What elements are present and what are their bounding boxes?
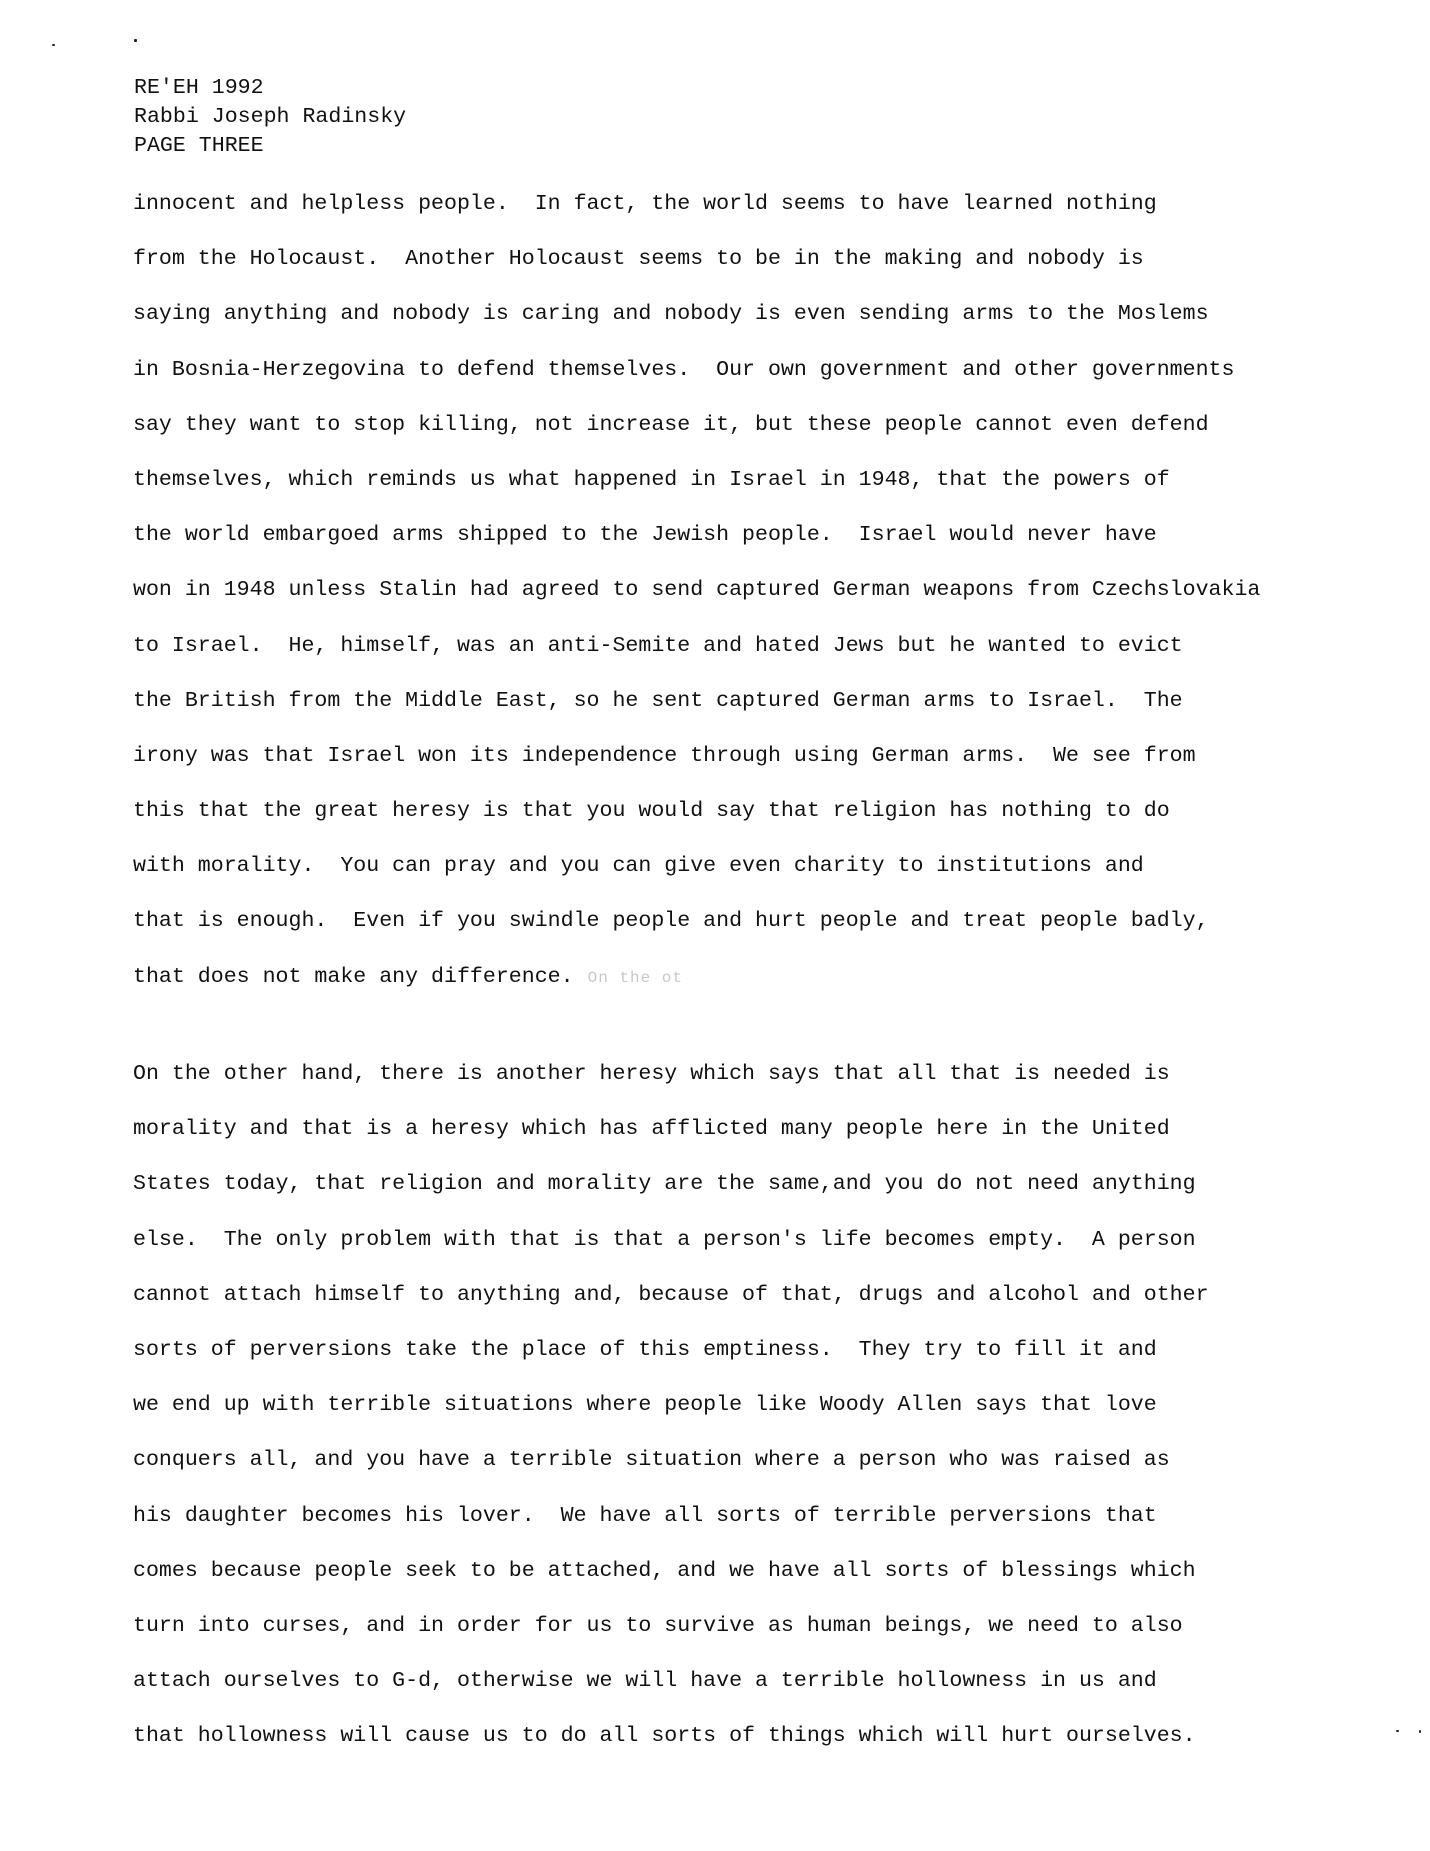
text-line: themselves, which reminds us what happened in Israel in 1948, that the powers of bbox=[133, 467, 1170, 492]
text-line: saying anything and nobody is caring and nobody is even sending arms to the Moslems bbox=[133, 302, 1209, 327]
text-line: his daughter becomes his lover. We have all sorts of terrible perversions that bbox=[133, 1503, 1157, 1528]
text-line: that is enough. Even if you swindle people and hurt people and treat people badly, bbox=[133, 909, 1209, 934]
text-line: States today, that religion and morality are the same,and you do not need anything bbox=[133, 1172, 1196, 1197]
scan-speck bbox=[52, 44, 55, 46]
paragraph-1 bbox=[133, 177, 1260, 1005]
text-line: On the other hand, there is another heresy which says that all that is needed is bbox=[133, 1062, 1170, 1086]
text-line-content: that does not make any difference. bbox=[133, 964, 574, 989]
text-line: this that the great heresy is that you would say that religion has nothing to do bbox=[133, 799, 1170, 824]
text-line: turn into curses, and in order for us to survive as human beings, we need to also bbox=[133, 1613, 1183, 1638]
scan-speck bbox=[1396, 1730, 1399, 1732]
text-line: else. The only problem with that is that a person's life becomes empty. A person bbox=[133, 1227, 1196, 1252]
text-line: sorts of perversions take the place of this emptiness. They try to fill it and bbox=[133, 1337, 1157, 1362]
scan-speck bbox=[1419, 1730, 1421, 1733]
text-line: to Israel. He, himself, was an anti-Semite and hated Jews but he wanted to evict bbox=[133, 633, 1183, 658]
text-line: with morality. You can pray and you can give even charity to institutions and bbox=[133, 854, 1144, 879]
text-line: attach ourselves to G-d, otherwise we will have a terrible hollowness in us and bbox=[133, 1669, 1157, 1694]
faded-ghost-text: On the ot bbox=[587, 968, 684, 987]
text-line: we end up with terrible situations where people like Woody Allen says that love bbox=[133, 1393, 1157, 1418]
text-line: won in 1948 unless Stalin had agreed to send captured German weapons from Czechslovakia bbox=[133, 578, 1261, 603]
text-line: irony was that Israel won its independence through using German arms. We see from bbox=[133, 743, 1196, 768]
text-line: the British from the Middle East, so he sent captured German arms to Israel. The bbox=[133, 688, 1183, 713]
document-header bbox=[134, 74, 406, 161]
text-line: that hollowness will cause us to do all sorts of things which will hurt ourselves. bbox=[133, 1724, 1196, 1749]
text-line: in Bosnia-Herzegovina to defend themselves. Our own government and other governments bbox=[133, 357, 1235, 382]
text-line: conquers all, and you have a terrible situation where a person who was raised as bbox=[133, 1448, 1170, 1473]
text-line: comes because people seek to be attached, and we have all sorts of blessings which bbox=[133, 1558, 1196, 1583]
text-line: from the Holocaust. Another Holocaust seems to be in the making and nobody is bbox=[133, 247, 1144, 272]
text-line-last bbox=[133, 950, 1260, 1005]
header-page-number: PAGE THREE bbox=[134, 134, 264, 158]
paragraph-2 bbox=[133, 1047, 1209, 1764]
text-line: say they want to stop killing, not increase it, but these people cannot even defend bbox=[133, 412, 1209, 437]
text-line: innocent and helpless people. In fact, the world seems to have learned nothing bbox=[133, 192, 1157, 216]
header-author: Rabbi Joseph Radinsky bbox=[134, 105, 407, 129]
text-line: cannot attach himself to anything and, because of that, drugs and alcohol and other bbox=[133, 1282, 1209, 1307]
scan-speck bbox=[134, 39, 137, 42]
header-title: RE'EH 1992 bbox=[134, 76, 264, 100]
text-line: the world embargoed arms shipped to the Jewish people. Israel would never have bbox=[133, 523, 1157, 548]
text-line: morality and that is a heresy which has afflicted many people here in the United bbox=[133, 1117, 1170, 1142]
